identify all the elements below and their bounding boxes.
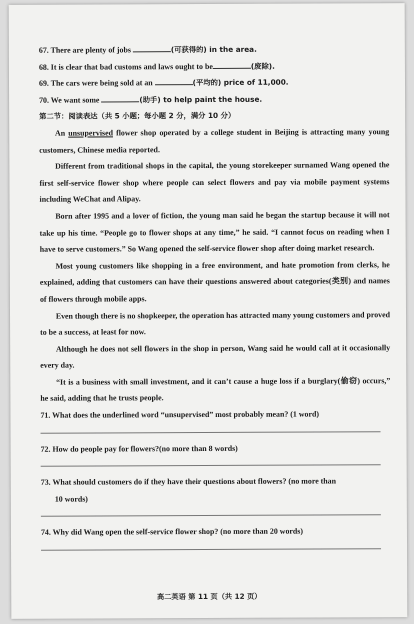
passage-paragraph-5: Even though there is no shopkeeper, the operation has attracted many young customers and proved to be a success, at least for now.	[40, 309, 391, 337]
question-70: 70. We want some (助手) to help paint the house.	[39, 94, 263, 105]
exam-page	[9, 3, 408, 619]
section-heading: 第二节：阅读表达（共 5 小题；每小题 2 分，满分 10 分）	[39, 111, 236, 122]
passage-paragraph-7: “It is a business with small investment, and it can’t cause a huge loss if a burglary(偷窃) occurs,” he said, adding that he trusts people.	[40, 376, 391, 404]
question-71: 71. What does the underlined word “unsupervised” most probably mean? (1 word)	[40, 409, 320, 420]
passage-paragraph-3: Born after 1995 and a lover of fiction, the young man said he began the startup because it will not take up his time. “People go to flower shops at any time,” he said. “I cannot focus on reading when I have to serve customers.” So Wang opened the self-service flower shop after doing market research.	[39, 210, 390, 254]
question-67: 67. There are plenty of jobs (可获得的) in the area.	[38, 44, 257, 55]
question-74: 74. Why did Wang open the self-service flower shop? (no more than 20 words)	[40, 527, 303, 538]
answer-line-72[interactable]	[41, 456, 381, 466]
answer-line-74[interactable]	[41, 540, 381, 550]
passage-paragraph-6: Although he does not sell flowers in the shop in person, Wang said he would call at it occasionally every day.	[40, 342, 391, 371]
question-69: 69. The cars were being sold at an (平均的) price of 11,000.	[38, 77, 289, 88]
question-73: 73. What should customers do if they have their questions about flowers? (no more than	[40, 476, 337, 487]
exam-content	[39, 41, 391, 559]
passage-paragraph-1: An unsupervised flower shop operated by a college student in Beijing is attracting many young customers, Chinese media reported.	[39, 127, 390, 155]
answer-blank-67[interactable]	[133, 43, 171, 52]
answer-blank-69[interactable]	[155, 76, 193, 85]
answer-blank-70[interactable]	[101, 93, 139, 102]
underlined-word: unsupervised	[68, 128, 113, 138]
answer-line-71[interactable]	[40, 423, 380, 433]
question-68: 68. It is clear that bad customs and laws ought to be (废除).	[38, 61, 275, 72]
page-footer: 高二英语 第 11 页（共 12 页）	[157, 591, 262, 602]
question-72: 72. How do people pay for flowers?(no more than 8 words)	[40, 443, 238, 454]
question-73-continued: 10 words)	[54, 494, 88, 504]
answer-blank-68[interactable]	[213, 59, 251, 68]
passage-paragraph-2: Different from traditional shops in the capital, the young storekeeper surnamed Wang opened the first self-service flower shop where people can select flowers and pay via mobile payment systems including WeChat and Alipay.	[39, 160, 390, 205]
answer-line-73[interactable]	[41, 507, 381, 517]
passage-paragraph-4: Most young customers like shopping in a free environment, and hate promotion from clerks, he explained, adding that customers can have their questions answered about categories(类别) and names of flowers through mobile apps.	[39, 259, 390, 304]
